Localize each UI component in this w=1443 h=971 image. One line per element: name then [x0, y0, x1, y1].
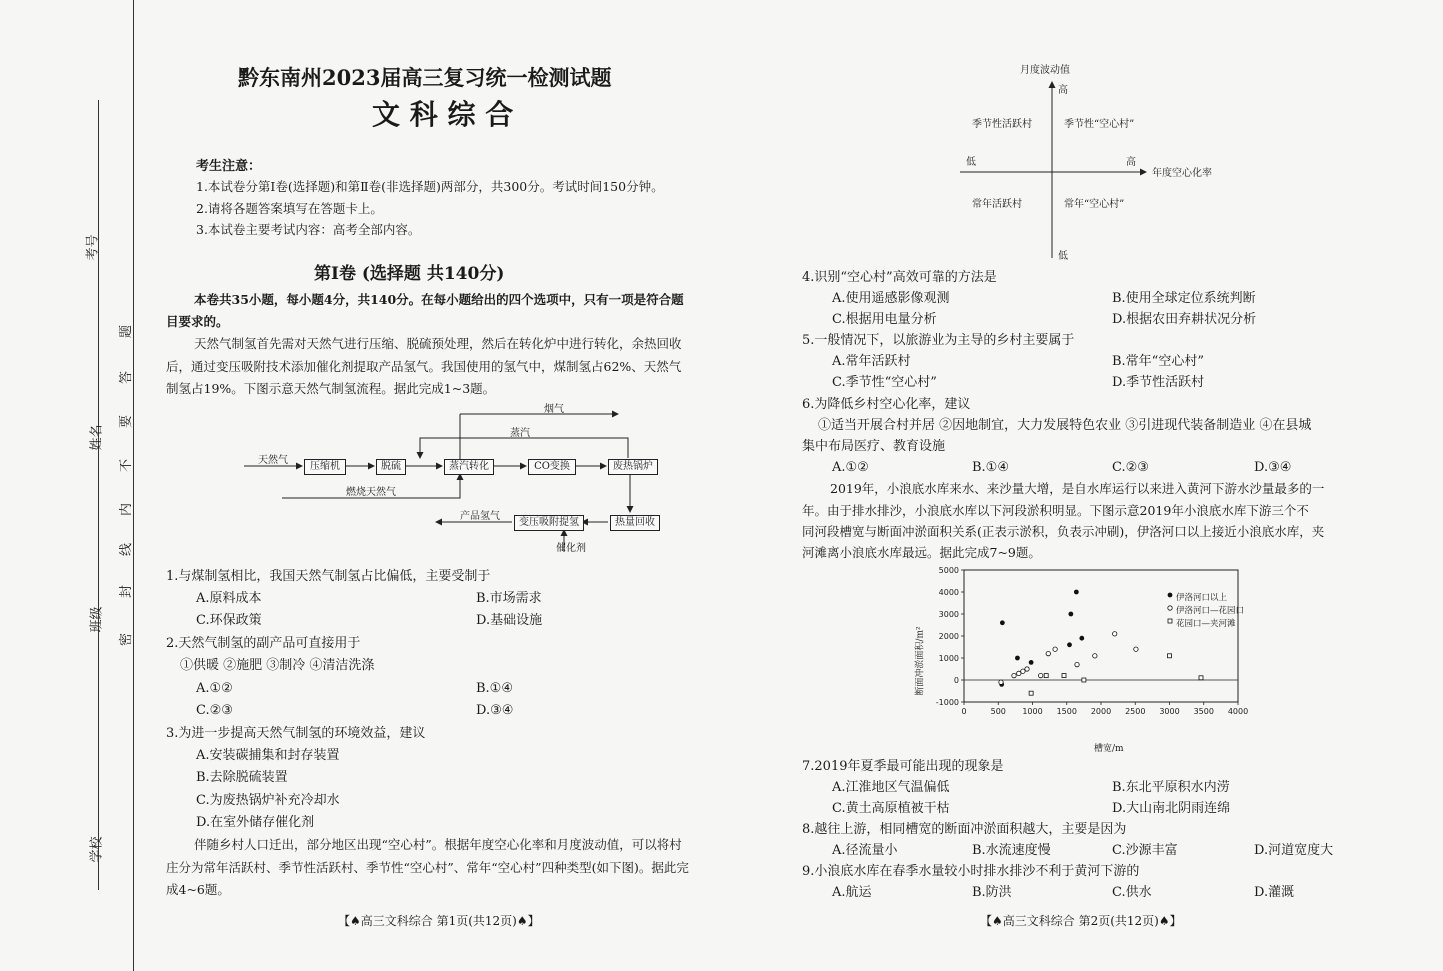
section1-intro-line2: 目要求的。	[166, 314, 229, 329]
q1-option-a: A.原料成本	[196, 591, 262, 606]
passage1-line3: 制氢占19%。下图示意天然气制氢流程。据此完成1~3题。	[166, 381, 496, 396]
q6-option-c: C.②③	[1112, 460, 1149, 475]
binding-line-left	[98, 100, 99, 890]
passage3-line2: 年。由于排水排沙，小浪底水库以下河段淤积明显。下图示意2019年小浪底水库下游三个不	[802, 503, 1309, 518]
legend-marker-series-2	[1168, 606, 1172, 610]
q1-option-b: B.市场需求	[476, 591, 542, 606]
legend-marker-series-1	[1168, 593, 1173, 598]
data-point-series-2	[1021, 669, 1025, 673]
flow-input-label: 天然气	[258, 455, 288, 466]
flow-node-co-shift: CO变换	[528, 459, 576, 475]
data-point-series-3	[1062, 674, 1066, 678]
footer-right: 【♠高三文科综合 第2页(共12页)♠】	[980, 914, 1182, 928]
q2-option-d: D.③④	[476, 703, 514, 718]
chart-x-label: 槽宽/m	[1094, 744, 1124, 754]
q2-option-c: C.②③	[196, 703, 233, 718]
quadrant-diagram	[950, 62, 1240, 266]
quad-x-high: 高	[1126, 157, 1136, 168]
flow-steam-label: 蒸汽	[510, 428, 530, 439]
quad-y-axis-label: 月度波动值	[1020, 65, 1070, 76]
x-tick-label: 2500	[1125, 707, 1146, 716]
q5-option-a: A.常年活跃村	[832, 354, 911, 369]
q9-option-d: D.灌溉	[1254, 885, 1295, 900]
seal-char-8: 题	[119, 324, 135, 339]
q4-option-a: A.使用遥感影像观测	[832, 291, 950, 306]
q3-option-a: A.安装碳捕集和封存装置	[196, 748, 340, 763]
q9-stem: 9.小浪底水库在春季水量较小时排水排沙不利于黄河下游的	[802, 864, 1140, 879]
legend-series-3: 花园口—夹河滩	[1176, 619, 1236, 629]
quad-bottom-right: 常年“空心村”	[1064, 199, 1125, 210]
data-point-series-2	[1053, 647, 1057, 651]
q2-statements: ①供暖 ②施肥 ③制冷 ④清洁洗涤	[180, 658, 375, 673]
seal-char-2: 封	[119, 584, 135, 599]
q3-option-d: D.在室外储存催化剂	[196, 815, 315, 830]
notice-item-3: 3.本试卷主要考试内容：高考全部内容。	[196, 222, 421, 237]
q9-option-b: B.防洪	[972, 885, 1012, 900]
data-point-series-2	[1017, 671, 1021, 675]
flow-node-compressor: 压缩机	[304, 459, 346, 475]
q5-option-d: D.季节性活跃村	[1112, 375, 1205, 390]
q6-statements-line2: 集中布局医疗、教育设施	[802, 439, 946, 454]
data-point-series-1	[1074, 590, 1079, 595]
notice-heading: 考生注意：	[196, 159, 262, 174]
flow-flue-gas-label: 烟气	[544, 404, 564, 415]
x-tick-label: 4000	[1227, 707, 1249, 716]
passage2-line1: 伴随乡村人口迁出，部分地区出现“空心村”。根据年度空心化率和月度波动值，可以将村	[194, 837, 682, 852]
q6-option-a: A.①②	[832, 460, 869, 475]
flow-product-label: 产品氢气	[460, 511, 500, 522]
footer-left: 【♠高三文科综合 第1页(共12页)♠】	[338, 914, 540, 928]
q8-stem: 8.越往上游，相同槽宽的断面冲淤面积越大，主要是因为	[802, 822, 1127, 837]
q8-option-c: C.沙源丰富	[1112, 843, 1178, 858]
quad-top-left: 季节性活跃村	[972, 119, 1032, 130]
data-point-series-1	[1000, 620, 1005, 625]
q9-option-a: A.航运	[832, 885, 872, 900]
data-point-series-3	[1082, 678, 1086, 682]
q9-option-c: C.供水	[1112, 885, 1152, 900]
passage2-line3: 成4~6题。	[166, 882, 230, 897]
data-point-series-2	[1012, 673, 1016, 677]
q7-option-c: C.黄土高原植被干枯	[832, 801, 950, 816]
data-point-series-1	[1015, 656, 1020, 661]
flow-diagram-arrows	[230, 400, 670, 560]
q4-stem: 4.识别“空心村”高效可靠的方法是	[802, 270, 997, 285]
x-tick-label: 3000	[1159, 707, 1180, 716]
data-point-series-1	[1068, 612, 1073, 617]
data-point-series-2	[999, 680, 1003, 684]
data-point-series-1	[1079, 636, 1084, 641]
flow-node-heat-recovery: 热量回收	[610, 515, 660, 531]
data-point-series-2	[1039, 673, 1043, 677]
label-class: 班级	[89, 606, 105, 633]
exam-title: 黔东南州2023届高三复习统一检测试题	[238, 65, 612, 90]
q1-stem: 1.与煤制氢相比，我国天然气制氢占比偏低，主要受制于	[166, 569, 491, 584]
data-point-series-2	[1113, 632, 1117, 636]
data-point-series-3	[1044, 674, 1048, 678]
q7-option-a: A.江淮地区气温偏低	[832, 780, 950, 795]
quad-bottom-left: 常年活跃村	[972, 199, 1022, 210]
data-point-series-3	[1029, 691, 1033, 695]
chart-y-label: 断面冲淤面积/m²	[915, 626, 926, 696]
q7-stem: 7.2019年夏季最可能出现的现象是	[802, 759, 1004, 774]
x-tick-label: 3500	[1193, 707, 1214, 716]
notice-item-1: 1.本试卷分第Ⅰ卷(选择题)和第Ⅱ卷(非选择题)两部分，共300分。考试时间150分钟。	[196, 179, 664, 194]
flow-node-waste-heat-boiler: 废热锅炉	[608, 459, 658, 475]
y-tick-label: 3000	[938, 610, 959, 619]
passage1-line2: 后，通过变压吸附技术添加催化剂提取产品氢气。我国使用的氢气中，煤制氢占62%、天然气	[166, 359, 682, 374]
quad-top-right: 季节性“空心村”	[1064, 119, 1135, 130]
y-tick-label: 2000	[938, 632, 959, 641]
q5-option-b: B.常年“空心村”	[1112, 354, 1204, 369]
seal-char-5: 不	[119, 458, 135, 473]
q5-stem: 5.一般情况下，以旅游业为主导的乡村主要属于	[802, 333, 1075, 348]
q5-option-c: C.季节性“空心村”	[832, 375, 937, 390]
q6-stem: 6.为降低乡村空心化率，建议	[802, 397, 971, 412]
q8-option-d: D.河道宽度大	[1254, 843, 1334, 858]
x-tick-label: 0	[961, 707, 967, 716]
q7-option-d: D.大山南北阴雨连绵	[1112, 801, 1231, 816]
seal-char-7: 答	[119, 370, 135, 385]
q6-statements-line1: ①适当开展合村并居 ②因地制宜，大力发展特色农业 ③引进现代装备制造业 ④在县城	[818, 418, 1312, 433]
q8-option-a: A.径流量小	[832, 843, 898, 858]
flow-catalyst-label: 催化剂	[556, 543, 586, 554]
legend-series-2: 伊洛河口—花园口	[1176, 606, 1245, 616]
data-point-series-2	[1075, 662, 1079, 666]
label-exam-number: 考号	[85, 234, 101, 261]
y-tick-label: 4000	[938, 588, 959, 597]
q4-option-b: B.使用全球定位系统判断	[1112, 291, 1256, 306]
x-tick-label: 1000	[1022, 707, 1043, 716]
seal-char-6: 要	[119, 414, 135, 429]
q8-option-b: B.水流速度慢	[972, 843, 1051, 858]
flow-fuel-gas-label: 燃烧天然气	[346, 487, 396, 498]
q7-option-b: B.东北平原积水内涝	[1112, 780, 1230, 795]
label-name: 姓名	[89, 424, 105, 451]
q1-option-c: C.环保政策	[196, 613, 262, 628]
data-point-series-3	[1168, 654, 1172, 658]
section1-intro-line1: 本卷共35小题，每小题4分，共140分。在每小题给出的四个选项中，只有一项是符合题	[194, 292, 684, 307]
seal-char-1: 密	[119, 632, 135, 647]
quad-y-high: 高	[1058, 85, 1068, 96]
passage3-line4: 河滩离小浪底水库最远。据此完成7~9题。	[802, 545, 1041, 560]
x-tick-label: 500	[990, 707, 1006, 716]
quad-y-low: 低	[1058, 251, 1068, 262]
y-tick-label: 5000	[938, 566, 959, 575]
data-point-series-1	[1029, 660, 1034, 665]
q3-stem: 3.为进一步提高天然气制氢的环境效益，建议	[166, 726, 426, 741]
data-point-series-2	[1134, 647, 1138, 651]
q6-option-d: D.③④	[1254, 460, 1292, 475]
label-school: 学校	[89, 836, 105, 863]
q6-option-b: B.①④	[972, 460, 1009, 475]
q2-option-b: B.①④	[476, 681, 513, 696]
passage1-line1: 天然气制氢首先需对天然气进行压缩、脱硫预处理，然后在转化炉中进行转化，余热回收	[194, 336, 682, 351]
q4-option-c: C.根据用电量分析	[832, 312, 937, 327]
flow-node-psa: 变压吸附提氢	[514, 515, 584, 531]
section1-title: 第Ⅰ卷 (选择题 共140分)	[314, 264, 505, 284]
y-tick-label: 1000	[938, 654, 959, 663]
q3-option-c: C.为废热锅炉补充冷却水	[196, 793, 340, 808]
quad-x-axis-label: 年度空心化率	[1152, 168, 1212, 179]
q2-option-a: A.①②	[196, 681, 233, 696]
y-tick-label: -1000	[935, 698, 959, 707]
x-tick-label: 2000	[1090, 707, 1112, 716]
scatter-chart	[915, 562, 1260, 762]
legend-marker-series-3	[1168, 619, 1172, 623]
data-point-series-2	[1093, 654, 1097, 658]
data-point-series-3	[1199, 676, 1203, 680]
exam-subject: 文 科 综 合	[372, 98, 514, 131]
quadrant-axes	[950, 62, 1240, 266]
quad-x-low: 低	[966, 157, 976, 168]
flow-node-steam-reforming: 蒸汽转化	[444, 459, 494, 475]
seal-char-4: 内	[119, 502, 135, 517]
data-point-series-2	[1046, 651, 1050, 655]
binding-strip	[0, 0, 140, 971]
passage2-line2: 庄分为常年活跃村、季节性活跃村、季节性“空心村”、常年“空心村”四种类型(如下图)。据此完	[166, 860, 689, 875]
flow-node-desulfurization: 脱硫	[376, 459, 406, 475]
notice-item-2: 2.请将各题答案填写在答题卡上。	[196, 201, 383, 216]
flow-diagram	[230, 400, 670, 560]
x-tick-label: 1500	[1056, 707, 1077, 716]
passage3-line1: 2019年，小浪底水库来水、来沙量大增，是自水库运行以来进入黄河下游水沙量最多的一	[830, 481, 1325, 496]
seal-char-3: 线	[119, 542, 135, 557]
legend-series-1: 伊洛河口以上	[1176, 593, 1228, 603]
y-tick-label: 0	[953, 676, 959, 685]
q2-stem: 2.天然气制氢的副产品可直接用于	[166, 636, 361, 651]
q1-option-d: D.基础设施	[476, 613, 543, 628]
data-point-series-1	[1067, 642, 1072, 647]
passage3-line3: 同河段槽宽与断面冲淤面积关系(正表示淤积，负表示冲刷)，伊洛河口以上接近小浪底水库，夹	[802, 524, 1325, 539]
q3-option-b: B.去除脱硫装置	[196, 770, 288, 785]
binding-line-right	[133, 0, 134, 971]
q4-option-d: D.根据农田弃耕状况分析	[1112, 312, 1257, 327]
data-point-series-2	[1025, 667, 1029, 671]
